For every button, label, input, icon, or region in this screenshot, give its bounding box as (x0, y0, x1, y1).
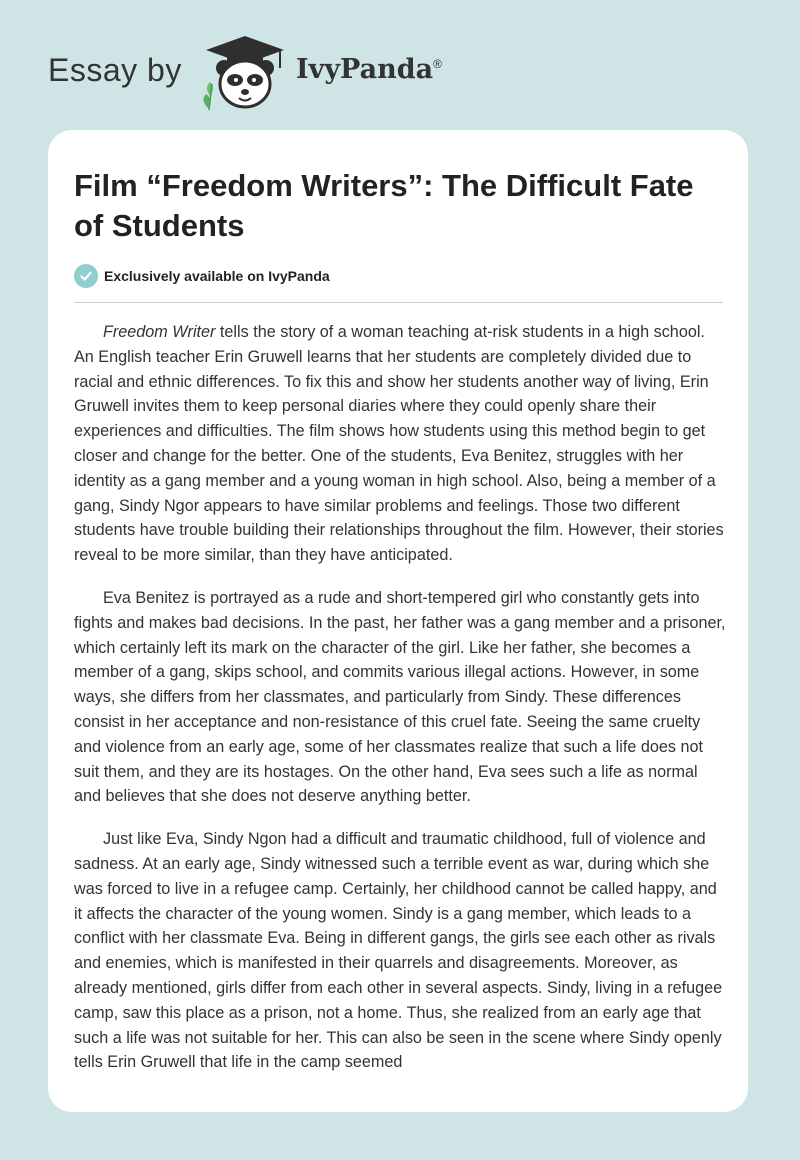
exclusive-badge (74, 264, 330, 288)
paragraph: Eva Benitez is portrayed as a rude and short-tempered girl who constantly gets into fights and makes bad decisions. In the past, her father was a gang member and a prisoner, which certainly left its mark on the character of the girl. Like her father, she becomes a member of a gang, skips school, and commits various illegal actions. However, in some ways, she differs from her classmates, and particularly from Sindy. These differences consist in her acceptance and non-resistance of this cruel fate. Seeing the same cruelty and violence from an early age, some of her classmates realize that such a life does not suit them, and they are its hostages. On the other hand, Eva sees such a life as normal and believes that she does not deserve anything better. (74, 588, 726, 806)
panda-logo-icon[interactable] (200, 34, 290, 110)
paragraph: Freedom Writer tells the story of a woman teaching at-risk students in a high school. An English teacher Erin Gruwell learns that her students are completely divided due to racial and ethnic differences. To fix this and show her students another way of living, Erin Gruwell invites them to keep personal diaries where they could openly share their experiences and difficulties. The film shows how students using this method begin to get closer and change for the better. One of the students, Eva Benitez, struggles with her identity as a gang member and a young woman in high school. Also, being a member of a gang, Sindy Ngor appears to have similar problems and feelings. Those two different students have trouble building their relationships throughout the film. However, their stories reveal to be more similar, than they have anticipated. (74, 323, 724, 565)
brand-name[interactable]: IvyPanda® (296, 54, 442, 85)
essay-card (48, 130, 748, 1112)
film-title-italic: Freedom Writer (103, 323, 216, 341)
exclusive-label: Exclusively available on IvyPanda (104, 268, 330, 284)
trademark-symbol: ® (433, 57, 442, 71)
divider (74, 302, 723, 303)
essay-by-label: Essay by (48, 52, 182, 88)
essay-title: Film “Freedom Writers”: The Difficult Fate of Students (74, 168, 694, 243)
checkmark-icon (74, 264, 98, 288)
essay-body (74, 320, 726, 1093)
site-header (48, 34, 548, 114)
paragraph: Just like Eva, Sindy Ngon had a difficult and traumatic childhood, full of violence and sadness. At an early age, Sindy witnessed such a terrible event as war, during which she was forced to live in a refugee camp. Certainly, her childhood cannot be called happy, and it affects the character of the young women. Sindy is a gang member, which leads to a conflict with her classmate Eva. Being in different gangs, the girls see each other as rivals and enemies, which is manifested in their quarrels and disagreements. Moreover, as already mentioned, girls differ from each other in several aspects. Sindy, living in a refugee camp, saw this place as a prison, not a home. Thus, she realized from an early age that such a life was not suitable for her. This can also be seen in the scene where Sindy openly tells Erin Gruwell that life in the camp seemed (74, 830, 723, 1072)
